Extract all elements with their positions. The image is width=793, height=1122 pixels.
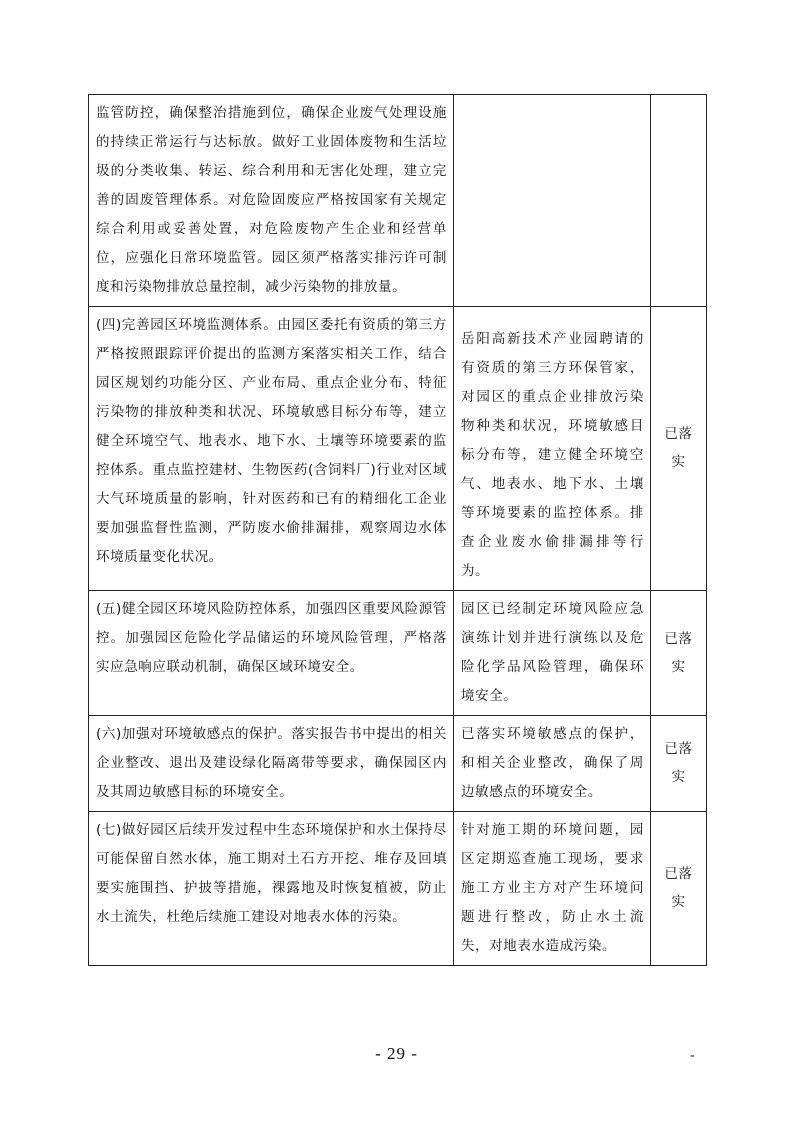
corner-mark: - [690,1048,695,1063]
page-number: - 29 - [375,1044,418,1063]
requirement-cell: 监管防控，确保整治措施到位，确保企业废气处理设施的持续正常运行与达标放。做好工业固体废物和生活垃圾的分类收集、转运、综合利用和无害化处理，建立完善的固废管理体系。对危险固废应严格按国家有关规定综合利用或妥善处置，对危险废物产生企业和经营单位，应强化日常环境监管。园区须严格落实排污许可制度和污染物排放总量控制，减少污染物的排放量。 [89,95,454,307]
status-cell [651,95,707,307]
implementation-cell [454,95,651,307]
table-row [89,716,707,812]
requirement-cell: (六)加强对环境敏感点的保护。落实报告书中提出的相关企业整改、退出及建设绿化隔离带等要求，确保园区内及其周边敏感目标的环境安全。 [89,716,454,812]
table-row [89,95,707,307]
requirement-cell: (五)健全园区环境风险防控体系，加强四区重要风险源管控。加强园区危险化学品储运的环境风险管理，严格落实应急响应联动机制，确保区域环境安全。 [89,591,454,716]
implementation-cell: 已落实环境敏感点的保护，和相关企业整改，确保了周边敏感点的环境安全。 [454,716,651,812]
status-cell [651,591,707,716]
measures-table [88,94,707,966]
requirement-cell: (四)完善园区环境监测体系。由园区委托有资质的第三方严格按照跟踪评价提出的监测方案落实相关工作，结合园区规划约功能分区、产业布局、重点企业分布、特征污染物的排放种类和状况、环境敏感目标分布等，建立健全环境空气、地表水、地下水、土壤等环境要素的监控体系。重点监控建材、生物医药(含饲料厂)行业对区域大气环境质量的影响，针对医药和已有的精细化工企业要加强监督性监测，严防废水偷排漏排，观察周边水体环境质量变化状况。 [89,307,454,591]
status-text: 已落实 [664,741,693,785]
status-text: 已落实 [664,426,693,470]
table-row [89,307,707,591]
table-row [89,812,707,966]
status-cell [651,307,707,591]
requirement-cell: (七)做好园区后续开发过程中生态环境保护和水土保持尽可能保留自然水体，施工期对土石方开挖、堆存及回填要实施围挡、护披等措施，裸露地及时恢复植被，防止水土流失，杜绝后续施工建设对地表水体的污染。 [89,812,454,966]
table-row [89,591,707,716]
implementation-cell: 岳阳高新技术产业园聘请的有资质的第三方环保管家，对园区的重点企业排放污染物种类和状况，环境敏感目标分布等，建立健全环境空气、地表水、地下水、土壤等环境要素的监控体系。排查企业废水偷排漏排等行为。 [454,307,651,591]
status-text: 已落实 [664,866,693,910]
status-cell [651,812,707,966]
implementation-cell: 针对施工期的环境问题，园区定期巡查施工现场，要求施工方业主方对产生环境问题进行整改，防止水土流失，对地表水造成污染。 [454,812,651,966]
status-text: 已落实 [664,630,693,675]
implementation-cell: 园区已经制定环境风险应急演练计划并进行演练以及危险化学品风险管理，确保环境安全。 [454,591,651,716]
status-cell [651,716,707,812]
